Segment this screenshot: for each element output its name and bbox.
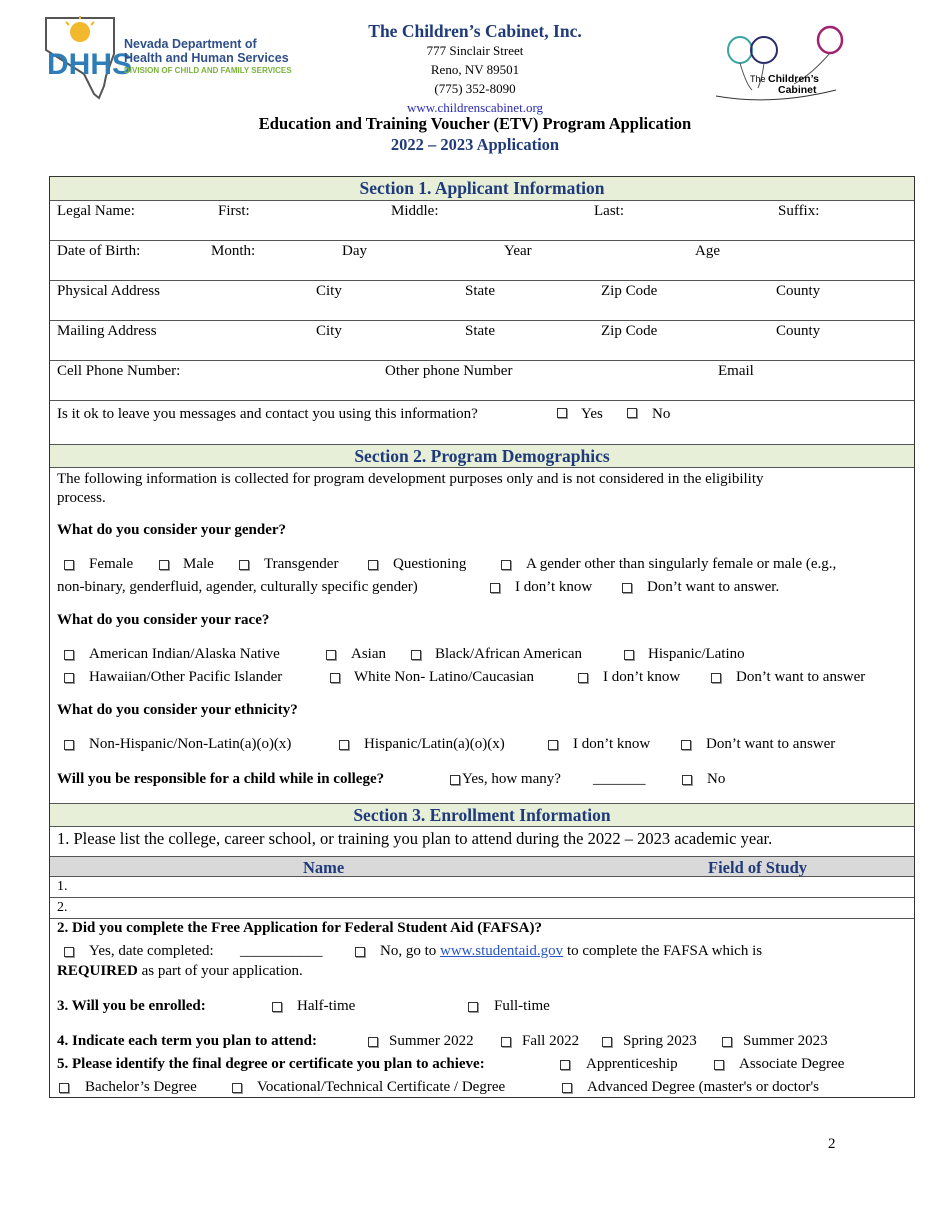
- child-no-label: No: [707, 771, 726, 787]
- gender-female-label: Female: [89, 556, 134, 572]
- title-block: [0, 114, 950, 155]
- race-white-label: White Non- Latino/Caucasian: [354, 669, 534, 685]
- dob-month-field[interactable]: Month:: [211, 243, 256, 259]
- ethnicity-no-answer-label: Don’t want to answer: [706, 736, 836, 752]
- term-summer-2023-checkbox[interactable]: [722, 1037, 732, 1047]
- term-fall-2022-checkbox[interactable]: [501, 1037, 511, 1047]
- col-name-header: Name: [303, 858, 345, 877]
- full-time-checkbox[interactable]: [468, 1002, 478, 1012]
- ethnicity-question: What do you consider your ethnicity?: [57, 702, 298, 718]
- physical-county-field[interactable]: County: [776, 283, 821, 299]
- school-row-1[interactable]: 1.: [57, 879, 68, 894]
- race-white-checkbox[interactable]: [330, 673, 340, 683]
- gender-dont-know-label: I don’t know: [515, 579, 593, 595]
- age-field[interactable]: Age: [695, 243, 720, 259]
- degree-question: 5. Please identify the final degree or certificate you plan to achieve:: [57, 1056, 485, 1072]
- ethnicity-dont-know-checkbox[interactable]: [548, 740, 558, 750]
- race-asian-label: Asian: [351, 646, 386, 662]
- race-hispanic-checkbox[interactable]: [624, 650, 634, 660]
- terms-question: 4. Indicate each term you plan to attend:: [57, 1033, 317, 1049]
- gender-transgender-checkbox[interactable]: [239, 560, 249, 570]
- fafsa-required-line: [57, 963, 303, 980]
- term-summer-2022-label: Summer 2022: [389, 1033, 474, 1049]
- required-suffix: as part of your application.: [141, 963, 303, 979]
- fafsa-no-suffix: to complete the FAFSA which is: [566, 943, 763, 959]
- contact-permission-question: Is it ok to leave you messages and contact you using this information?: [57, 406, 478, 422]
- logo-line-3: DIVISION OF CHILD AND FAMILY SERVICES: [124, 66, 292, 75]
- half-time-label: Half-time: [297, 998, 356, 1014]
- ethnicity-no-answer-checkbox[interactable]: [681, 740, 691, 750]
- race-american-indian-label: American Indian/Alaska Native: [89, 646, 280, 662]
- demographics-intro-2: process.: [57, 490, 106, 506]
- term-spring-2023-label: Spring 2023: [623, 1033, 697, 1049]
- application-form: [49, 176, 915, 1098]
- last-name-field[interactable]: Last:: [594, 203, 624, 219]
- mailing-county-field[interactable]: County: [776, 323, 821, 339]
- race-american-indian-checkbox[interactable]: [64, 650, 74, 660]
- middle-name-field[interactable]: Middle:: [391, 203, 439, 219]
- gender-male-label: Male: [183, 556, 214, 572]
- degree-associate-label: Associate Degree: [739, 1056, 845, 1072]
- mailing-city-field[interactable]: City: [316, 323, 342, 339]
- contact-no-checkbox[interactable]: [627, 408, 637, 418]
- section2-heading: Section 2. Program Demographics: [50, 444, 914, 468]
- enrollment-status-question: 3. Will you be enrolled:: [57, 998, 206, 1014]
- gender-female-checkbox[interactable]: [64, 560, 74, 570]
- document-subtitle: 2022 – 2023 Application: [390, 135, 560, 154]
- dhhs-letters: DHHS: [47, 48, 133, 81]
- col-field-header: Field of Study: [708, 858, 808, 877]
- org-contact-block: [340, 22, 610, 117]
- contact-no-label: No: [652, 406, 671, 422]
- term-fall-2022-label: Fall 2022: [522, 1033, 580, 1049]
- contact-yes-label: Yes: [581, 406, 603, 422]
- child-yes-checkbox[interactable]: [450, 775, 460, 785]
- physical-city-field[interactable]: City: [316, 283, 342, 299]
- address-line-2: Reno, NV 89501: [430, 62, 520, 77]
- first-name-field[interactable]: First:: [218, 203, 250, 219]
- dhhs-logo: [44, 14, 296, 100]
- balloons-icon: [712, 24, 854, 104]
- fafsa-no-prefix: No, go to: [380, 943, 437, 959]
- gender-no-answer-label: Don’t want to answer.: [647, 579, 780, 595]
- ethnicity-hispanic-label: Hispanic/Latin(a)(o)(x): [364, 736, 505, 752]
- race-black-label: Black/African American: [435, 646, 583, 662]
- race-asian-checkbox[interactable]: [326, 650, 336, 660]
- ethnicity-non-hispanic-label: Non-Hispanic/Non-Latin(a)(o)(x): [89, 736, 292, 752]
- fafsa-no-checkbox[interactable]: [355, 947, 365, 957]
- phone: (775) 352-8090: [434, 81, 516, 96]
- gender-male-checkbox[interactable]: [159, 560, 169, 570]
- gender-questioning-checkbox[interactable]: [368, 560, 378, 570]
- dob-label: Date of Birth:: [57, 243, 141, 259]
- gender-dont-know-checkbox[interactable]: [490, 583, 500, 593]
- child-yes-label: Yes, how many?: [462, 771, 561, 787]
- mailing-address-field[interactable]: Mailing Address: [57, 323, 157, 339]
- school-row-2[interactable]: 2.: [57, 900, 68, 915]
- dob-day-field[interactable]: Day: [342, 243, 367, 259]
- logo-cabinet: Cabinet: [778, 84, 817, 96]
- logo-line-1: Nevada Department of: [124, 37, 257, 51]
- child-question: Will you be responsible for a child while in college?: [57, 771, 385, 787]
- degree-vocational-checkbox[interactable]: [232, 1083, 242, 1093]
- gender-questioning-label: Questioning: [393, 556, 467, 572]
- required-word: REQUIRED: [57, 963, 138, 979]
- document-title: Education and Training Voucher (ETV) Program Application: [258, 114, 692, 133]
- childrens-cabinet-logo: [712, 24, 854, 104]
- contact-yes-checkbox[interactable]: [557, 408, 567, 418]
- full-time-label: Full-time: [494, 998, 550, 1014]
- org-name: The Children’s Cabinet, Inc.: [368, 21, 582, 41]
- race-hispanic-label: Hispanic/Latino: [648, 646, 745, 662]
- degree-associate-checkbox[interactable]: [714, 1060, 724, 1070]
- fafsa-date-field[interactable]: ___________: [240, 943, 323, 959]
- child-no-checkbox[interactable]: [682, 775, 692, 785]
- degree-vocational-label: Vocational/Technical Certificate / Degree: [257, 1079, 506, 1095]
- demographics-intro-1: The following information is collected for program development purposes only and is not considered in the eligibility: [57, 471, 764, 487]
- degree-bachelor-checkbox[interactable]: [59, 1083, 69, 1093]
- race-hawaiian-checkbox[interactable]: [64, 673, 74, 683]
- section3-heading: Section 3. Enrollment Information: [50, 803, 914, 827]
- degree-apprenticeship-checkbox[interactable]: [560, 1060, 570, 1070]
- race-hawaiian-label: Hawaiian/Other Pacific Islander: [89, 669, 283, 685]
- degree-apprenticeship-label: Apprenticeship: [586, 1056, 678, 1072]
- term-summer-2023-label: Summer 2023: [743, 1033, 828, 1049]
- email-field[interactable]: Email: [718, 363, 754, 379]
- address-line-1: 777 Sinclair Street: [426, 43, 524, 58]
- logo-line-2: Health and Human Services: [124, 51, 289, 65]
- gender-other-continued: non-binary, genderfluid, agender, culturally specific gender): [57, 579, 418, 595]
- school-table-header: [50, 856, 914, 877]
- gender-question: What do you consider your gender?: [57, 522, 287, 538]
- ethnicity-hispanic-checkbox[interactable]: [339, 740, 349, 750]
- physical-zip-field[interactable]: Zip Code: [601, 283, 658, 299]
- enrollment-q1: 1. Please list the college, career school, or training you plan to attend during the 2022 – 2023 academic year.: [57, 829, 773, 848]
- legal-name-label: Legal Name:: [57, 203, 135, 219]
- gender-no-answer-checkbox[interactable]: [622, 583, 632, 593]
- gender-other-checkbox[interactable]: [501, 560, 511, 570]
- physical-address-field[interactable]: Physical Address: [57, 283, 160, 299]
- mailing-zip-field[interactable]: Zip Code: [601, 323, 658, 339]
- race-black-checkbox[interactable]: [411, 650, 421, 660]
- degree-bachelor-label: Bachelor’s Degree: [85, 1079, 197, 1095]
- fafsa-question: 2. Did you complete the Free Application for Federal Student Aid (FAFSA)?: [57, 920, 542, 936]
- race-dont-know-label: I don’t know: [603, 669, 681, 685]
- mailing-state-field[interactable]: State: [465, 323, 495, 339]
- ethnicity-dont-know-label: I don’t know: [573, 736, 651, 752]
- degree-advanced-checkbox[interactable]: [562, 1083, 572, 1093]
- ethnicity-non-hispanic-checkbox[interactable]: [64, 740, 74, 750]
- physical-state-field[interactable]: State: [465, 283, 495, 299]
- nevada-state-icon: [44, 14, 296, 100]
- dob-year-field[interactable]: Year: [504, 243, 532, 259]
- gender-transgender-label: Transgender: [264, 556, 339, 572]
- logo-childrens: Children’s: [768, 73, 819, 85]
- fafsa-yes-label: Yes, date completed:: [89, 943, 214, 959]
- studentaid-link[interactable]: www.studentaid.gov: [440, 943, 564, 959]
- other-phone-field[interactable]: Other phone Number: [385, 363, 513, 379]
- fafsa-no-line: [380, 943, 762, 960]
- logo-the: The: [750, 74, 766, 84]
- fafsa-yes-checkbox[interactable]: [64, 947, 74, 957]
- race-dont-know-checkbox[interactable]: [578, 673, 588, 683]
- race-no-answer-checkbox[interactable]: [711, 673, 721, 683]
- gender-other-label: A gender other than singularly female or male (e.g.,: [526, 556, 837, 572]
- section1-heading: Section 1. Applicant Information: [50, 177, 914, 201]
- page-number: 2: [828, 1136, 836, 1152]
- suffix-field[interactable]: Suffix:: [778, 203, 820, 219]
- term-summer-2022-checkbox[interactable]: [368, 1037, 378, 1047]
- child-count-field[interactable]: _______: [593, 771, 646, 787]
- race-question: What do you consider your race?: [57, 612, 270, 628]
- race-no-answer-label: Don’t want to answer: [736, 669, 866, 685]
- half-time-checkbox[interactable]: [272, 1002, 282, 1012]
- term-spring-2023-checkbox[interactable]: [602, 1037, 612, 1047]
- cell-phone-field[interactable]: Cell Phone Number:: [57, 363, 181, 379]
- degree-advanced-label: Advanced Degree (master's or doctor's: [587, 1079, 819, 1095]
- website[interactable]: www.childrenscabinet.org: [406, 100, 544, 115]
